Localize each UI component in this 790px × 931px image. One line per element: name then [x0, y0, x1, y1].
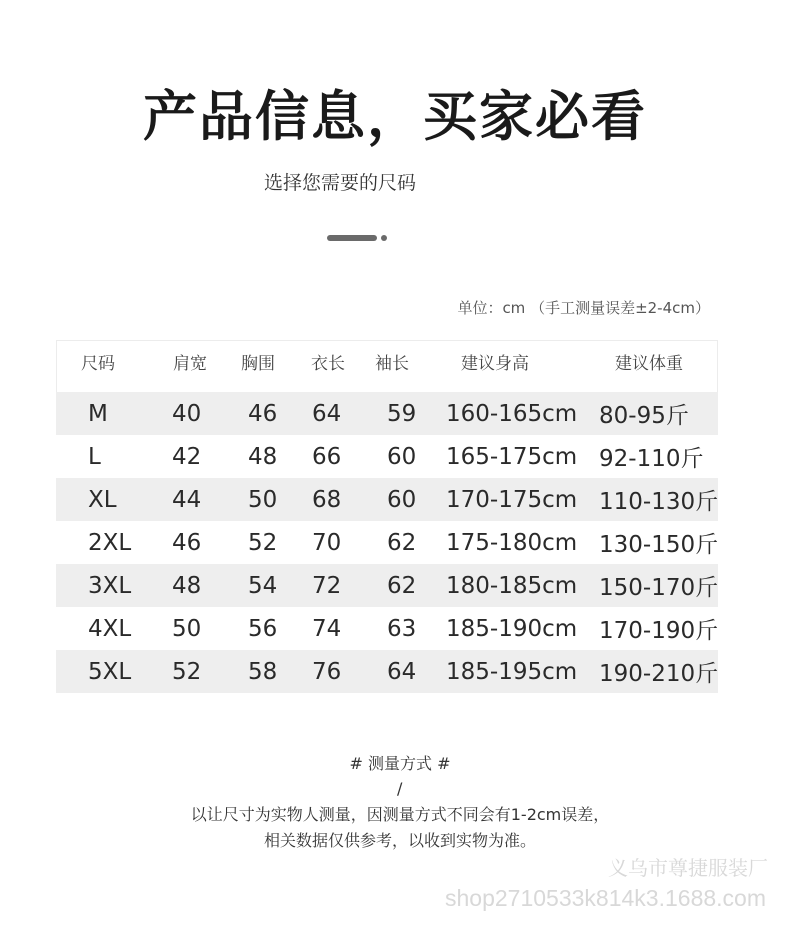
measure-note-line-1: 以让尺寸为实物人测量，因测量方式不同会有1-2cm误差，	[190, 805, 610, 824]
cell-weight: 92-110斤	[599, 446, 704, 472]
cell-height: 160-165cm	[446, 400, 578, 427]
cell-shoulder: 44	[172, 486, 202, 513]
cell-sleeve: 59	[387, 400, 417, 427]
header-cell-size: 尺码	[81, 354, 115, 374]
cell-sleeve: 60	[387, 443, 417, 470]
cell-weight: 190-210斤	[599, 661, 719, 687]
table-row	[56, 607, 718, 650]
cell-height: 185-195cm	[446, 658, 578, 685]
cell-length: 66	[312, 443, 342, 470]
cell-height: 165-175cm	[446, 443, 578, 470]
cell-shoulder: 40	[172, 400, 202, 427]
header-cell-sleeve: 袖长	[375, 354, 409, 374]
cell-chest: 52	[248, 529, 278, 556]
measure-method-title: # 测量方式 #	[349, 754, 451, 773]
cell-weight: 110-130斤	[599, 489, 719, 515]
cell-weight: 170-190斤	[599, 618, 719, 644]
cell-shoulder: 48	[172, 572, 202, 599]
cell-length: 76	[312, 658, 342, 685]
cell-sleeve: 62	[387, 529, 417, 556]
cell-height: 180-185cm	[446, 572, 578, 599]
cell-shoulder: 50	[172, 615, 202, 642]
measure-note-line-2: 相关数据仅供参考，以收到实物为准。	[263, 831, 536, 850]
cell-chest: 56	[248, 615, 278, 642]
cell-shoulder: 46	[172, 529, 202, 556]
cell-height: 175-180cm	[446, 529, 578, 556]
watermark-company: 义乌市尊捷服装厂	[608, 856, 768, 880]
cell-size: M	[88, 400, 108, 427]
cell-weight: 130-150斤	[599, 532, 719, 558]
header-cell-height: 建议身高	[461, 354, 529, 374]
cell-sleeve: 62	[387, 572, 417, 599]
measure-slash: /	[397, 779, 403, 798]
cell-size: 2XL	[88, 529, 132, 556]
table-body	[56, 392, 718, 693]
divider-dot	[381, 235, 387, 241]
cell-sleeve: 63	[387, 615, 417, 642]
table-row	[56, 435, 718, 478]
watermark-shop-url: shop2710533k814k3.1688.com	[445, 885, 766, 911]
cell-shoulder: 52	[172, 658, 202, 685]
cell-sleeve: 64	[387, 658, 417, 685]
cell-length: 74	[312, 615, 342, 642]
cell-sleeve: 60	[387, 486, 417, 513]
table-row	[56, 650, 718, 693]
cell-length: 68	[312, 486, 342, 513]
table-row	[56, 478, 718, 521]
table-row	[56, 521, 718, 564]
cell-size: 4XL	[88, 615, 132, 642]
cell-chest: 54	[248, 572, 278, 599]
header-cell-chest: 胸围	[241, 354, 275, 374]
header-cell-shoulder: 肩宽	[173, 354, 207, 374]
table-header-row	[56, 340, 718, 392]
size-table	[56, 340, 718, 693]
cell-chest: 58	[248, 658, 278, 685]
cell-weight: 80-95斤	[599, 403, 689, 429]
cell-chest: 50	[248, 486, 278, 513]
table-row	[56, 392, 718, 435]
cell-size: 5XL	[88, 658, 132, 685]
cell-height: 185-190cm	[446, 615, 578, 642]
cell-chest: 48	[248, 443, 278, 470]
page-title: 产品信息，买家必看	[143, 85, 647, 148]
cell-length: 70	[312, 529, 342, 556]
cell-weight: 150-170斤	[599, 575, 719, 601]
header-cell-length: 衣长	[311, 354, 345, 374]
cell-size: 3XL	[88, 572, 132, 599]
page-subtitle: 选择您需要的尺码	[264, 172, 417, 194]
cell-length: 64	[312, 400, 342, 427]
cell-chest: 46	[248, 400, 278, 427]
cell-size: XL	[88, 486, 117, 513]
cell-height: 170-175cm	[446, 486, 578, 513]
table-row	[56, 564, 718, 607]
cell-size: L	[88, 443, 101, 470]
cell-shoulder: 42	[172, 443, 202, 470]
divider-bar	[327, 235, 377, 241]
header-cell-weight: 建议体重	[615, 354, 683, 374]
unit-note: 单位：cm （手工测量误差±2-4cm）	[457, 299, 710, 317]
cell-length: 72	[312, 572, 342, 599]
